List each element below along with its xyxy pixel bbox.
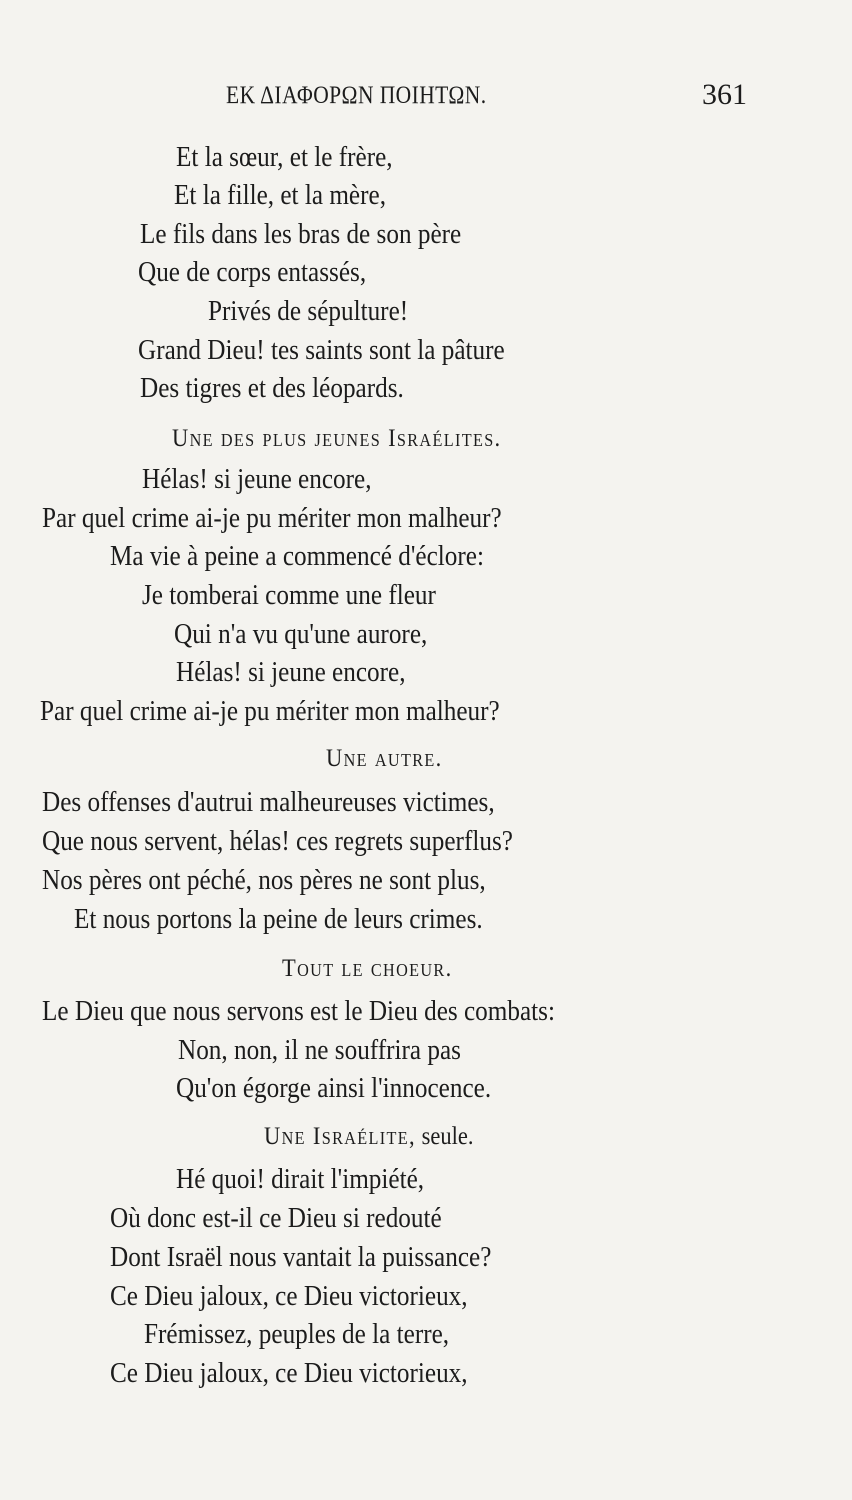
verse-line: Nos pères ont péché, nos pères ne sont plus, <box>42 865 486 896</box>
speaker-heading <box>264 1120 473 1154</box>
speaker-heading: Une des plus jeunes Israélites. <box>172 425 502 452</box>
verse-line: Ma vie à peine a commencé d'éclore: <box>110 541 484 572</box>
page-number: 361 <box>702 78 747 111</box>
verse-line: Que nous servent, hélas! ces regrets superflus? <box>42 826 513 857</box>
speaker-heading: Une autre. <box>326 745 443 772</box>
verse-line: Et nous portons la peine de leurs crimes. <box>74 904 483 935</box>
page-header <box>0 76 852 120</box>
verse-line: Des offenses d'autrui malheureuses victimes, <box>42 787 495 818</box>
verse-line: Grand Dieu! tes saints sont la pâture <box>138 335 505 366</box>
verse-line: Qui n'a vu qu'une aurore, <box>174 619 428 650</box>
verse-line: Hélas! si jeune encore, <box>142 464 372 495</box>
verse-line: Hé quoi! dirait l'impiété, <box>176 1164 425 1195</box>
verse-line: Le fils dans les bras de son père <box>140 219 462 250</box>
verse-line: Et la fille, et la mère, <box>174 180 387 211</box>
verse-line: Hélas! si jeune encore, <box>176 657 406 688</box>
verse-line: Des tigres et des léopards. <box>140 373 404 404</box>
verse-line: Que de corps entassés, <box>138 257 367 288</box>
speaker-heading: Tout le choeur. <box>282 955 453 982</box>
verse-line: Et la sœur, et le frère, <box>176 142 393 173</box>
verse-line: Privés de sépulture! <box>208 296 409 327</box>
verse-line: Frémissez, peuples de la terre, <box>144 1319 450 1350</box>
verse-line: Dont Israël nous vantait la puissance? <box>110 1242 492 1273</box>
running-title: ΕΚ ΔΙΑΦΟΡΩΝ ΠΟΙΗΤΩΝ. <box>226 82 487 109</box>
show-through-bleed <box>600 130 800 1380</box>
verse-line: Où donc est-il ce Dieu si redouté <box>110 1203 442 1234</box>
verse-line: Ce Dieu jaloux, ce Dieu victorieux, <box>110 1358 468 1389</box>
verse-line: Je tomberai comme une fleur <box>142 580 436 611</box>
speaker-name: Une Israélite, <box>264 1123 416 1150</box>
verse-line: Le Dieu que nous servons est le Dieu des combats: <box>42 996 555 1027</box>
verse-line: Par quel crime ai-je pu mériter mon malheur? <box>42 503 502 534</box>
stage-direction: seule. <box>415 1123 474 1150</box>
verse-line: Par quel crime ai-je pu mériter mon malheur? <box>40 696 500 727</box>
verse-line: Ce Dieu jaloux, ce Dieu victorieux, <box>110 1281 468 1312</box>
verse-line: Qu'on égorge ainsi l'innocence. <box>176 1073 492 1104</box>
verse-line: Non, non, il ne souffrira pas <box>178 1035 461 1066</box>
